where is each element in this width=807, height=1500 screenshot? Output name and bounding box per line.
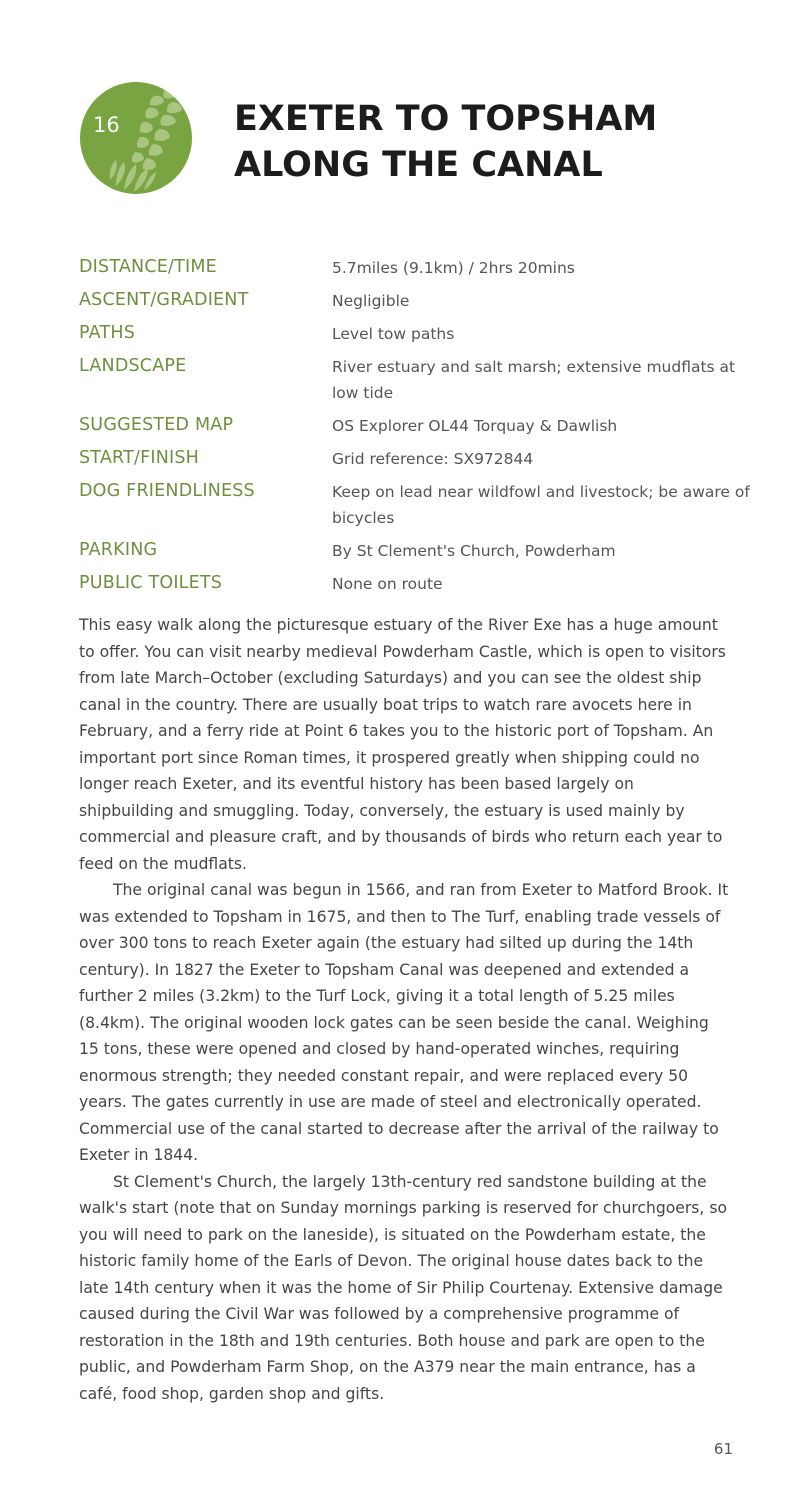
walk-number-badge [80, 82, 192, 194]
walk-description [79, 612, 731, 1407]
fact-row-paths [79, 320, 759, 347]
walk-title-line-2: ALONG THE CANAL [234, 145, 603, 185]
paragraph-st-clements-church: St Clement's Church, the largely 13th-century red sandstone building at the walk's start (note that on Sunday mornings parking is reserved for churchgoers, so you will need to park on the laneside), is situated on the Powderham estate, the historic family home of the Earls of Devon. The original house dates back to the late 14th century when it was the home of Sir Philip Courtenay. Extensive damage caused during the Civil War was followed by a comprehensive programme of restoration in the 18th and 19th centuries. Both house and park are open to the public, and Powderham Farm Shop, on the A379 near the main entrance, has a café, food shop, garden shop and gifts. [79, 1172, 728, 1403]
fact-label: PUBLIC TOILETS [79, 573, 223, 593]
fact-label: DOG FRIENDLINESS [79, 481, 255, 501]
fact-label: ASCENT/GRADIENT [79, 290, 249, 310]
fact-value: Keep on lead near wildfowl and livestock; be aware of bicycles [332, 483, 750, 527]
walk-facts-table [79, 254, 759, 603]
fact-row-distance-time [79, 254, 759, 281]
fact-label: SUGGESTED MAP [79, 415, 234, 435]
fact-value: Level tow paths [332, 325, 455, 343]
walk-title-line-1: EXETER TO TOPSHAM [234, 99, 658, 139]
fact-row-suggested-map [79, 412, 759, 439]
fact-value: By St Clement's Church, Powderham [332, 542, 616, 560]
fact-row-landscape [79, 353, 759, 406]
fact-row-ascent-gradient [79, 287, 759, 314]
paragraph-intro: This easy walk along the picturesque estuary of the River Exe has a huge amount to offer. You can visit nearby medieval Powderham Castle, which is open to visitors from late March–October (excluding Saturdays) and you can see the oldest ship canal in the country. There are usually boat trips to watch rare avocets here in February, and a ferry ride at Point 6 takes you to the historic port of Topsham. An important port since Roman times, it prospered greatly when shipping could no longer reach Exeter, and its eventful history has been based largely on shipbuilding and smuggling. Today, conversely, the estuary is used mainly by commercial and pleasure craft, and by thousands of birds who return each year to feed on the mudflats. [79, 616, 726, 873]
fact-row-parking [79, 537, 759, 564]
page-number: 61 [713, 1440, 733, 1458]
fact-value: Negligible [332, 292, 410, 310]
paragraph-canal-history: The original canal was begun in 1566, and ran from Exeter to Matford Brook. It was extended to Topsham in 1675, and then to The Turf, enabling trade vessels of over 300 tons to reach Exeter again (the estuary had silted up during the 14th century). In 1827 the Exeter to Topsham Canal was deepened and extended a further 2 miles (3.2km) to the Turf Lock, giving it a total length of 5.25 miles (8.4km). The original wooden lock gates can be seen beside the canal. Weighing 15 tons, these were opened and closed by hand-operated winches, requiring enormous strength; they needed constant repair, and were replaced every 50 years. The gates currently in use are made of steel and electronically operated. Commercial use of the canal started to decrease after the arrival of the railway to Exeter in 1844. [79, 881, 729, 1164]
fact-label: PARKING [79, 540, 158, 560]
fact-label: DISTANCE/TIME [79, 257, 217, 277]
fact-row-dog-friendliness [79, 478, 759, 531]
walk-header [80, 82, 657, 211]
fact-row-start-finish [79, 445, 759, 472]
fact-value: River estuary and salt marsh; extensive mudflats at low tide [332, 358, 736, 402]
footprints-trail-icon [80, 82, 192, 194]
fact-value: Grid reference: SX972844 [332, 450, 534, 468]
fact-value: None on route [332, 575, 443, 593]
fact-value: OS Explorer OL44 Torquay & Dawlish [332, 417, 618, 435]
fact-label: START/FINISH [79, 448, 200, 468]
fact-label: LANDSCAPE [79, 356, 187, 376]
walk-title [234, 96, 657, 188]
fact-label: PATHS [79, 323, 136, 343]
fact-value: 5.7miles (9.1km) / 2hrs 20mins [332, 259, 575, 277]
fact-row-public-toilets [79, 570, 759, 597]
walk-number: 16 [93, 113, 120, 137]
